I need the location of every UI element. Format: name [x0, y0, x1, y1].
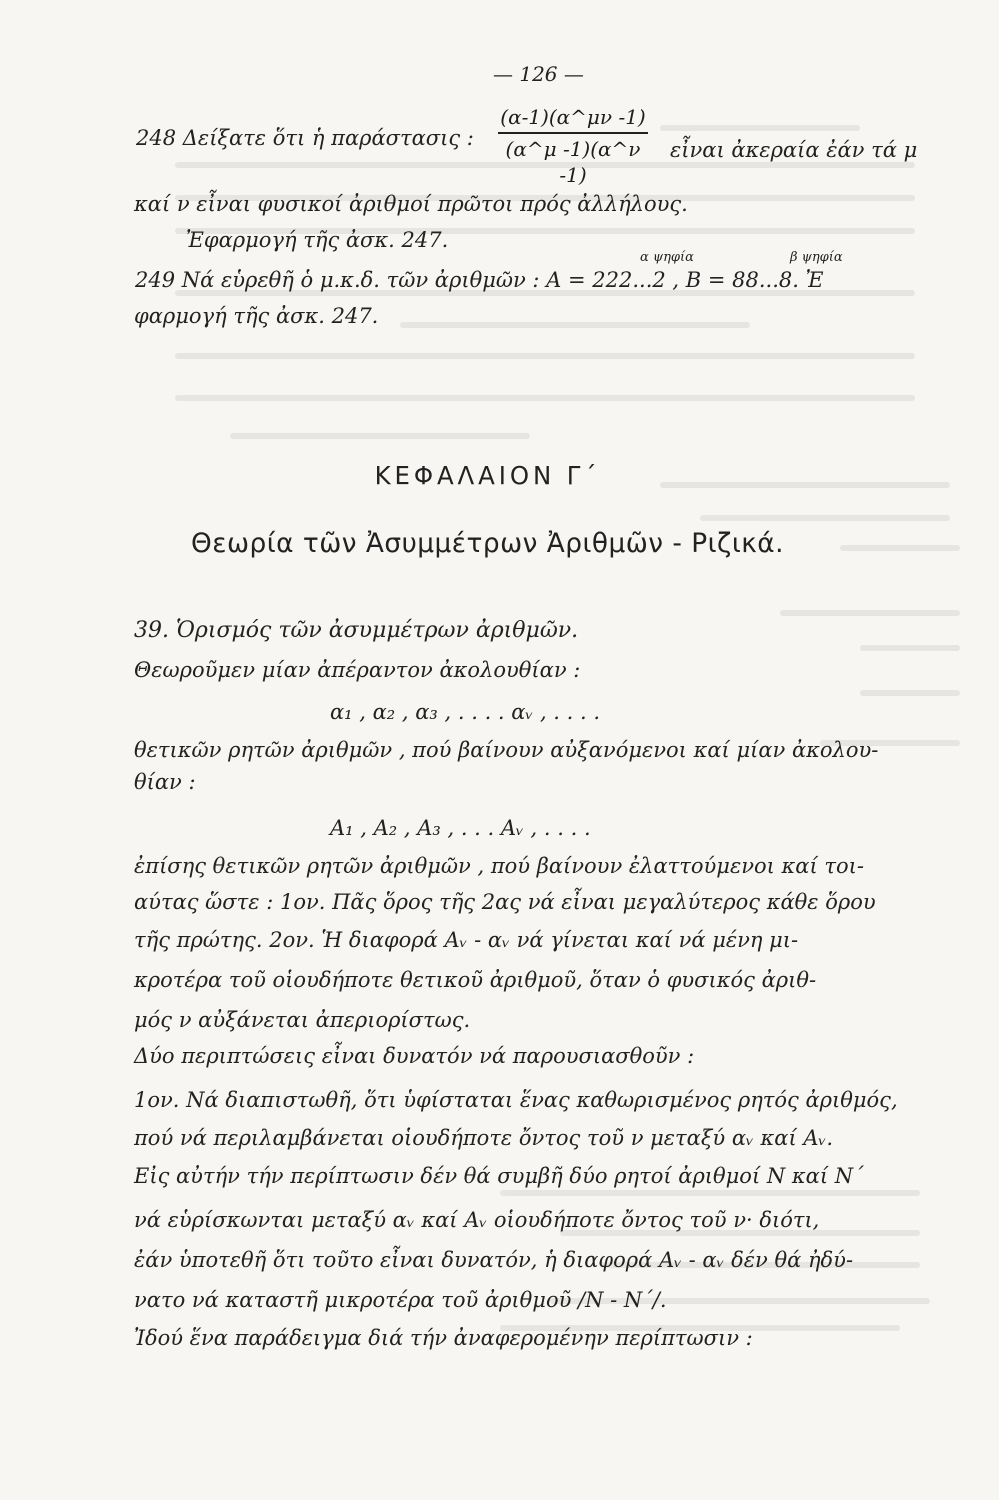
page-number: — 126 — [493, 62, 584, 86]
exercise-248-line-3: Ἐφαρμογή τῆς ἀσκ. 247. [186, 228, 449, 252]
body-line: πού νά περιλαμβάνεται οἱουδήποτε ὄντος τοῦ ν μεταξύ αᵥ καί Αᵥ. [134, 1126, 834, 1150]
exercise-248-line-2: καί ν εἶναι φυσικοί ἀριθμοί πρῶτοι πρός ἀλλήλους. [134, 192, 688, 216]
fraction-numerator: (α-1)(α^μν -1) [500, 105, 646, 129]
body-line: Δύο περιπτώσεις εἶναι δυνατόν νά παρουσιασθοῦν : [134, 1044, 695, 1068]
digit-count-note-b: β ψηφία [790, 250, 843, 265]
body-line: νά εὑρίσκωνται μεταξύ αᵥ καί Αᵥ οἱουδήποτε ὄντος τοῦ ν· διότι, [134, 1208, 820, 1232]
body-line: θετικῶν ρητῶν ἀριθμῶν , πού βαίνουν αὐξανόμενοι καί μίαν ἀκολου- [134, 738, 879, 762]
sequence-a: α₁ , α₂ , α₃ , . . . . αᵥ , . . . . [330, 700, 601, 724]
body-line: αύτας ὥστε : 1ον. Πᾶς ὅρος τῆς 2ας νά εἶναι μεγαλύτερος κάθε ὅρου [134, 890, 876, 914]
body-line: 1ον. Νά διαπιστωθῆ, ὅτι ὑφίσταται ἕνας καθωρισμένος ρητός ἀριθμός, [134, 1088, 898, 1112]
body-line: μός ν αὐξάνεται ἀπεριορίστως. [134, 1008, 471, 1032]
body-line: κροτέρα τοῦ οἱουδήποτε θετικοῦ ἀριθμοῦ, ὅταν ὁ φυσικός ἀριθ- [134, 968, 817, 992]
sequence-A: Α₁ , Α₂ , Α₃ , . . . Αᵥ , . . . . [330, 816, 591, 840]
chapter-subtitle: Θεωρία τῶν Ἀσυμμέτρων Ἀριθμῶν - Ριζικά. [191, 528, 784, 559]
section-39-heading: 39. Ὁρισμός τῶν ἀσυμμέτρων ἀριθμῶν. [134, 618, 579, 643]
body-line: τῆς πρώτης. 2ον. Ἡ διαφορά Αᵥ - αᵥ νά γίνεται καί νά μένη μι- [134, 928, 799, 952]
body-line: Ἰδού ἕνα παράδειγμα διά τήν ἀναφερομένην περίπτωσιν : [134, 1326, 753, 1350]
fraction-bar [498, 132, 648, 134]
exercise-249-line-2: φαρμογή τῆς ἀσκ. 247. [134, 304, 379, 328]
exercise-248-fraction [498, 104, 648, 188]
digit-count-note-a: α ψηφία [640, 250, 694, 265]
body-line: νατο νά καταστῆ μικροτέρα τοῦ ἀριθμοῦ /Ν - Ν΄/. [134, 1288, 667, 1312]
exercise-248-suffix: εἶναι ἀκεραία ἐάν τά μ [670, 138, 918, 162]
fraction-denominator: (α^μ -1)(α^ν -1) [505, 136, 641, 187]
body-line: ἐπίσης θετικῶν ρητῶν ἀριθμῶν , πού βαίνουν ἐλαττούμενοι καί τοι- [134, 854, 864, 878]
body-line: θίαν : [134, 770, 196, 794]
body-line: Θεωροῦμεν μίαν ἀπέραντον ἀκολουθίαν : [134, 658, 581, 682]
body-line: Εἰς αὐτήν τήν περίπτωσιν δέν θά συμβῆ δύο ρητοί ἀριθμοί Ν καί Ν΄ [134, 1164, 864, 1188]
chapter-title: ΚΕΦΑΛΑΙΟΝ Γ΄ [374, 461, 601, 490]
body-line: ἐάν ὑποτεθῆ ὅτι τοῦτο εἶναι δυνατόν, ἡ διαφορά Αᵥ - αᵥ δέν θά ἠδύ- [134, 1248, 854, 1272]
exercise-248-prefix: 248 Δείξατε ὅτι ἡ παράστασις : [136, 126, 474, 150]
exercise-249-line-1: 249 Νά εὑρεθῆ ὁ μ.κ.δ. τῶν ἀριθμῶν : Α = 222...2 , Β = 88...8. Ἐ [135, 268, 824, 292]
